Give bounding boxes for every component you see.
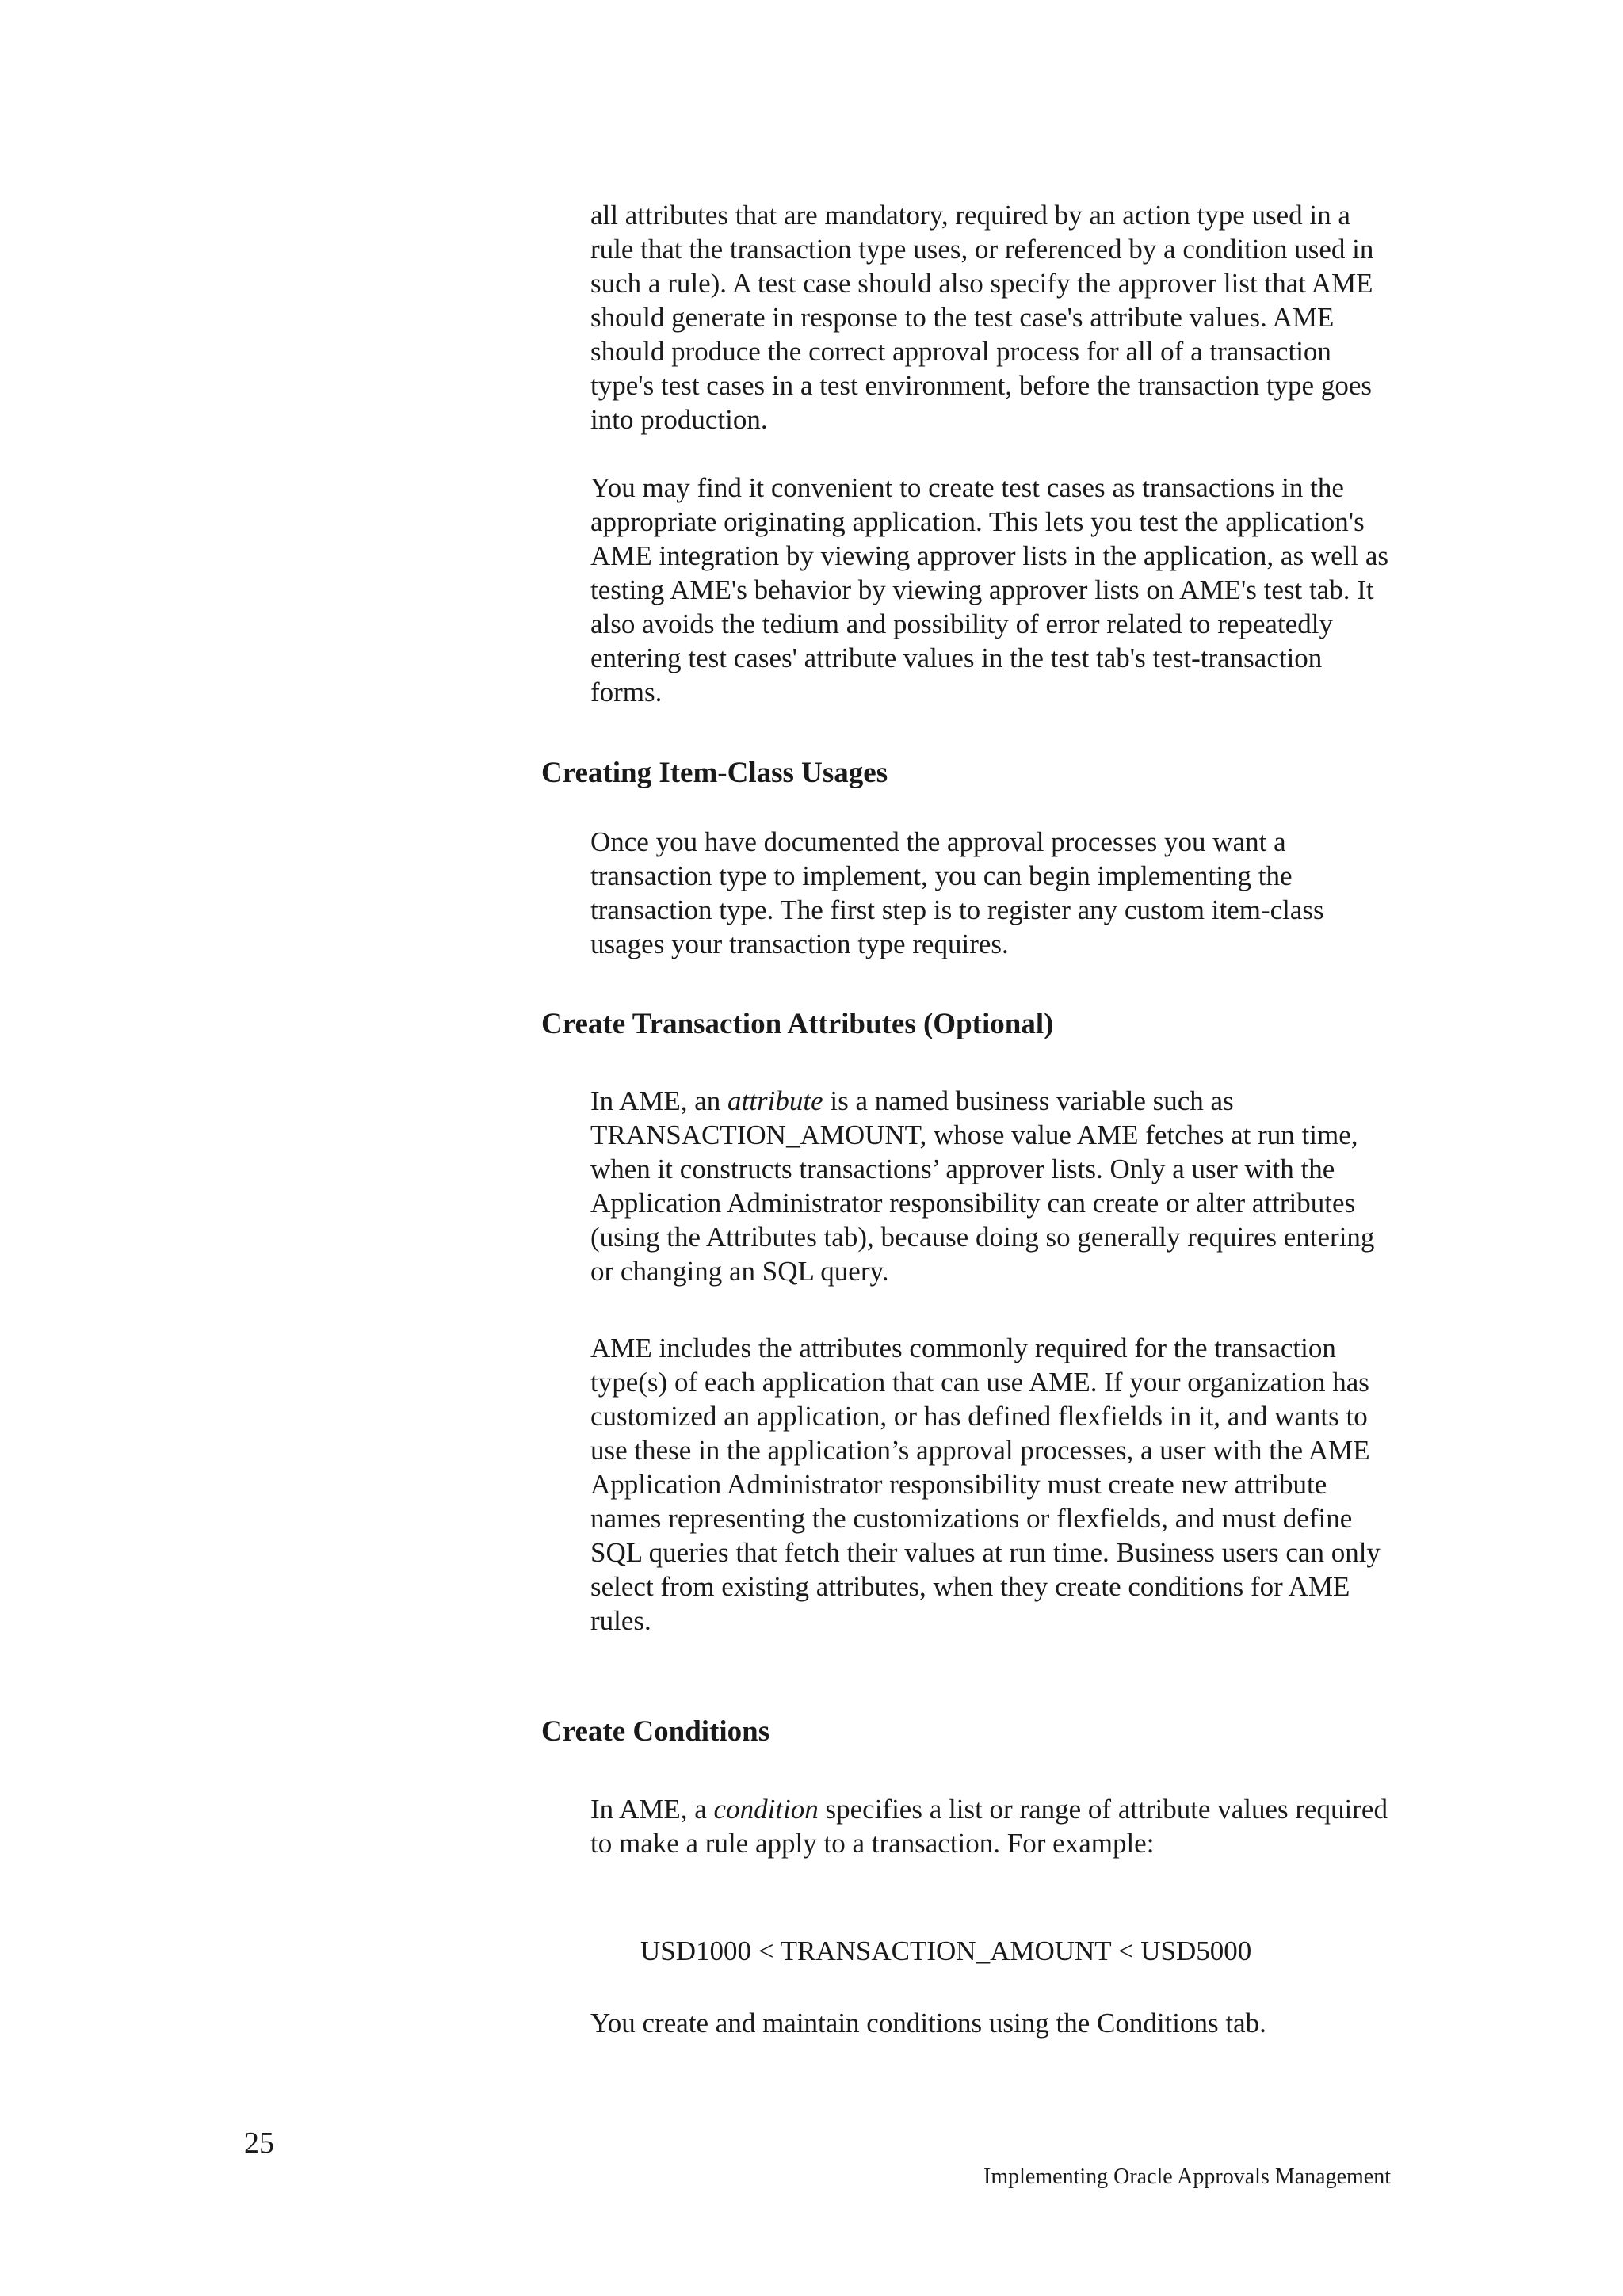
paragraph-condition-definition xyxy=(590,1792,1391,1860)
paragraph-attribute-definition xyxy=(590,1084,1391,1288)
page-number: 25 xyxy=(244,2126,274,2160)
heading-item-class-usages: Creating Item-Class Usages xyxy=(541,757,888,789)
text-segment: is a named business variable such as TRANSACTION_AMOUNT, whose value AME fetches at run time, when it constructs transactions’ approver lists. Only a user with the Application Administrator responsibility can create or alter attributes (using the Attributes tab), because doing so generally requires entering or changing an SQL query. xyxy=(590,1085,1375,1287)
paragraph-conditions-tab: You create and maintain conditions using the Conditions tab. xyxy=(590,2008,1266,2039)
paragraph-item-class-usages: Once you have documented the approval processes you want a transaction type to implement, you can begin implementing the transaction type. The first step is to register any custom item-class usages your transaction type requires. xyxy=(590,826,1324,959)
italic-term-condition: condition xyxy=(713,1794,819,1825)
condition-example: USD1000 < TRANSACTION_AMOUNT < USD5000 xyxy=(640,1936,1252,1966)
text-segment: specifies a list or range of attribute values required to make a rule apply to a transaction. For example: xyxy=(590,1794,1388,1859)
text-segment: In AME, an xyxy=(590,1085,728,1116)
heading-transaction-attributes: Create Transaction Attributes (Optional) xyxy=(541,1008,1054,1040)
text-segment: In AME, a xyxy=(590,1794,714,1825)
heading-create-conditions: Create Conditions xyxy=(541,1715,770,1748)
footer-title: Implementing Oracle Approvals Management xyxy=(983,2164,1391,2189)
italic-term-attribute: attribute xyxy=(727,1085,823,1116)
paragraph-attributes-included: AME includes the attributes commonly required for the transaction type(s) of each application that can use AME. If your organization has customized an application, or has defined flexfields in it, and wants to use these in the application’s approval processes, a user with the AME Application Administrator responsibility must create new attribute names representing the customizations or flexfields, and must define SQL queries that fetch their values at run time. Business users can only select from existing attributes, when they create conditions for AME rules. xyxy=(590,1333,1381,1636)
paragraph-test-cases: all attributes that are mandatory, required by an action type used in a rule that the transaction type uses, or referenced by a condition used in such a rule). A test case should also specify the approver list that AME should generate in response to the test case's attribute values. AME should produce the correct approval process for all of a transaction type's test cases in a test environment, before the transaction type goes into production. xyxy=(590,200,1374,435)
paragraph-test-transactions: You may find it convenient to create test cases as transactions in the appropriate originating application. This lets you test the application's AME integration by viewing approver lists in the application, as well as testing AME's behavior by viewing approver lists on AME's test tab. It also avoids the tedium and possibility of error related to repeatedly entering test cases' attribute values in the test tab's test-transaction forms. xyxy=(590,472,1389,707)
